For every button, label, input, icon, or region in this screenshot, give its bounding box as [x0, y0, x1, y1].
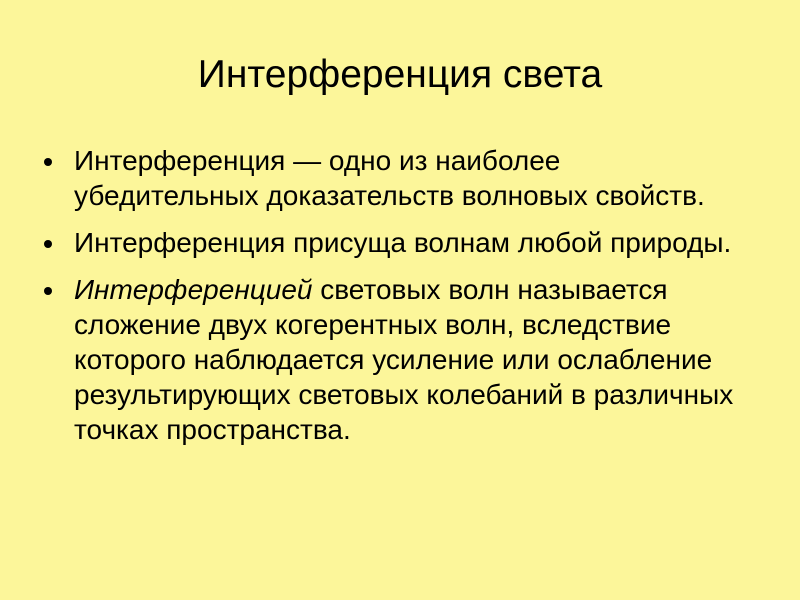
slide-title: Интерференция света — [197, 53, 603, 96]
bullet-text: световых волн называется сложение двух когерентных волн, вследствие которого наблюдается усиление или ослабление результирующих световых колебаний в различных точках пространства. — [74, 274, 734, 445]
bullet-dot-icon — [44, 240, 52, 248]
bullet-item-2 — [74, 225, 744, 260]
bullet-dot-icon — [44, 287, 52, 295]
bullet-list — [74, 143, 744, 459]
bullet-emphasis-text: Интерференцией — [74, 274, 313, 305]
bullet-text: Интерференция — одно из наиболее убедительных доказательств волновых свойств. — [74, 145, 705, 211]
bullet-text: Интерференция присуща волнам любой природы. — [74, 227, 732, 258]
bullet-dot-icon — [44, 158, 52, 166]
bullet-item-1 — [74, 143, 744, 213]
bullet-item-3 — [74, 272, 744, 447]
